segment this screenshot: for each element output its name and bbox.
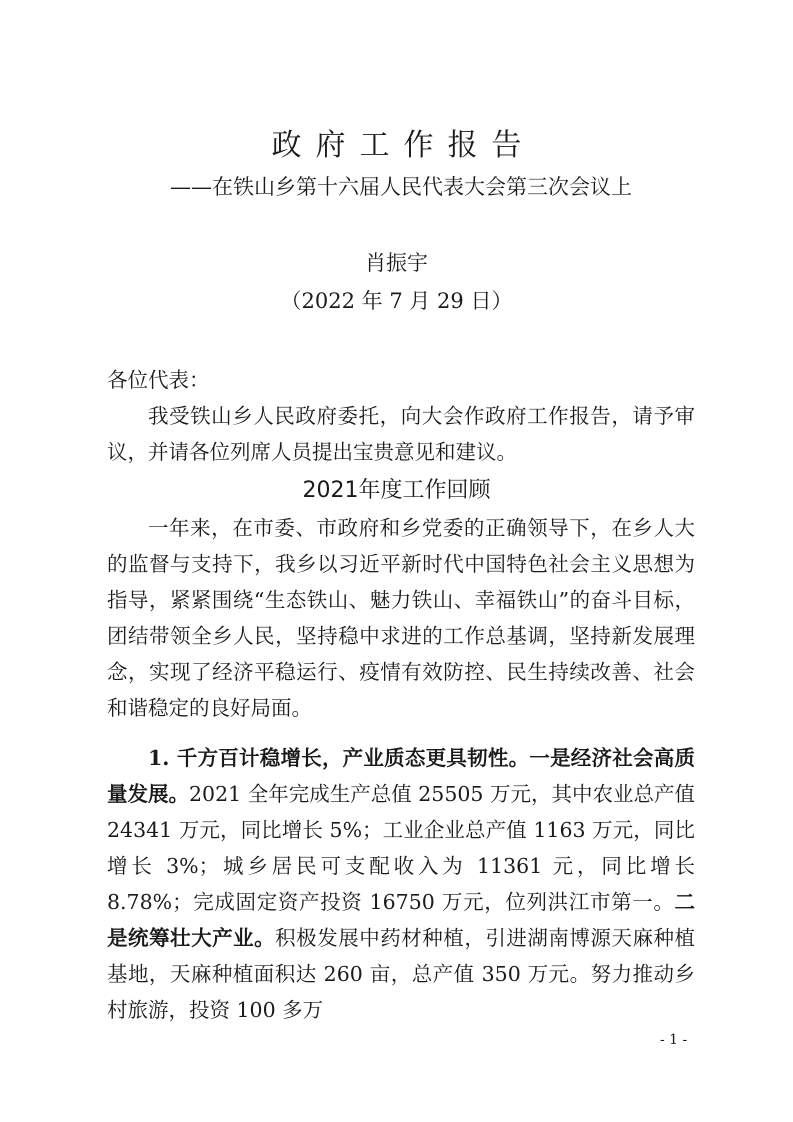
review-paragraph: 一年来，在市委、市政府和乡党委的正确领导下，在乡人大的监督与支持下，我乡以习近平新时代中国特色社会主义思想为指导，紧紧围绕“生态铁山、魅力铁山、幸福铁山”的奋斗目标，团结带领全乡人民，坚持稳中求进的工作总基调，坚持新发展理念，实现了经济平稳运行、疫情有效防控、民生持续改善、社会和谐稳定的良好局面。 (107, 516, 695, 720)
report-date: （2022 年 7 月 29 日） (280, 289, 513, 313)
point-1-heading: 1. 千方百计稳增长，产业质态更具韧性。 (148, 746, 530, 770)
salutation: 各位代表： (107, 368, 210, 392)
section-heading: 2021年度工作回顾 (302, 478, 491, 503)
point-1-sub1-text: 2021 全年完成生产总值 25505 万元，其中农业总产值 24341 万元，同比增长 5%；工业企业总产值 1163 万元，同比增长 3%；城乡居民可支配收入为 11361 元，同比增长 8.78%；完成固定资产投资 16750 万元，位列洪江市第一。 (107, 782, 696, 914)
point-1-sub2-heading: 二是统筹壮大产业。 (107, 890, 695, 950)
point-1-sub1-heading: 一是经济社会高质量发展。 (107, 746, 695, 806)
author-name: 肖振宇 (365, 251, 428, 275)
document-subtitle: ——在铁山乡第十六届人民代表大会第三次会议上 (170, 175, 632, 199)
point-1-sub2-text: 积极发展中药材种植，引进湖南博源天麻种植基地，天麻种植面积达 260 亩，总产值 350 万元。努力推动乡村旅游，投资 100 多万 (107, 926, 696, 1022)
document-title: 政府工作报告 (271, 128, 536, 163)
intro-paragraph: 我受铁山乡人民政府委托，向大会作政府工作报告，请予审议，并请各位列席人员提出宝贵意见和建议。 (107, 404, 695, 464)
page-number: - 1 - (660, 1032, 688, 1048)
point-1-paragraph (107, 740, 695, 1028)
